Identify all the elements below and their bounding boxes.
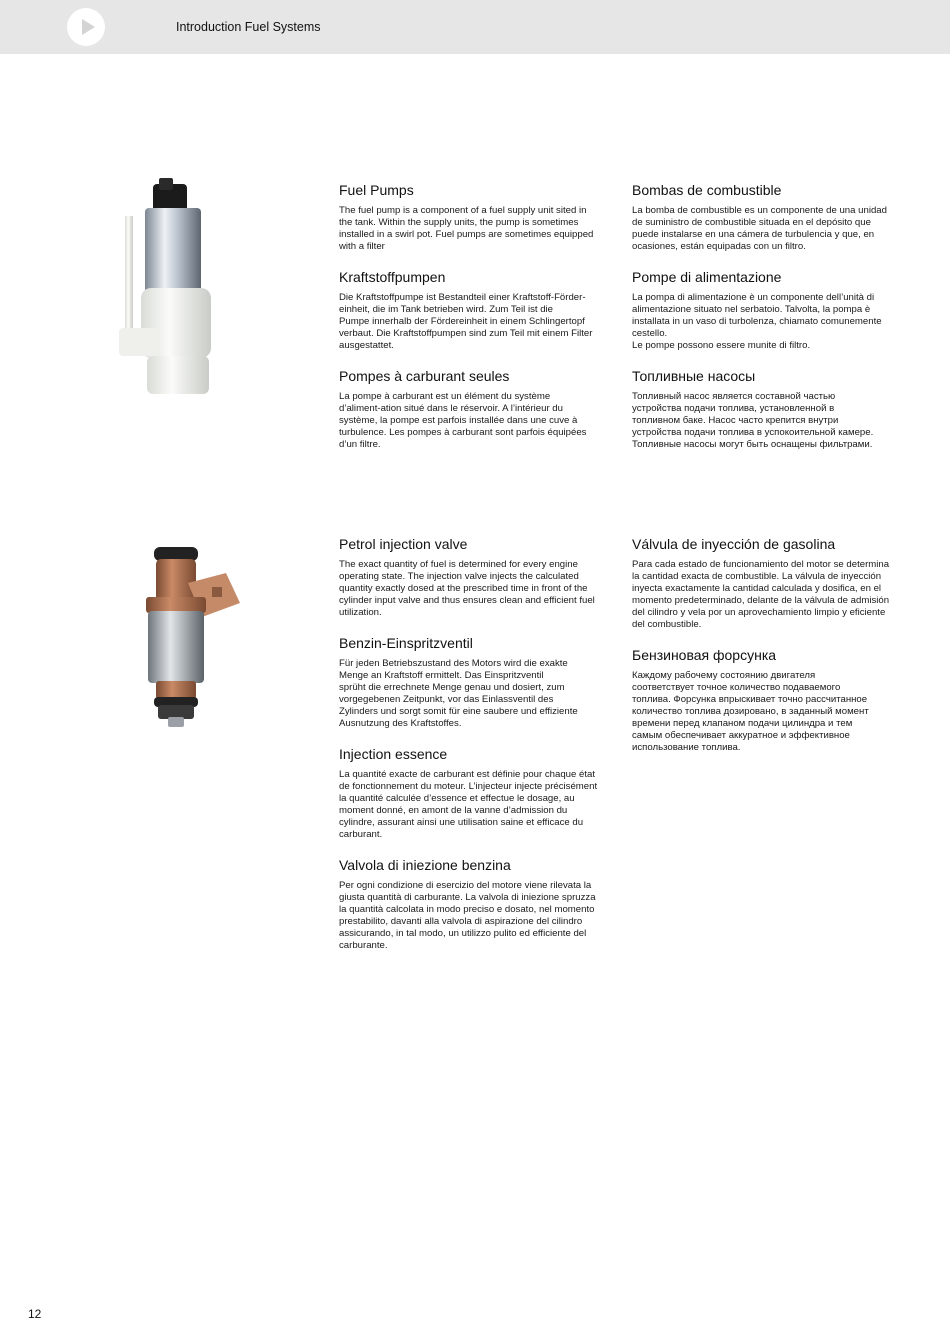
section-text: La pompe à carburant est un élément du système d’aliment-ation situé dans le réservoir. A l’intérieur du système, la pompe est parfois installée dans une cuve à turbulence. Les pompes à carburant sont parfois équipées d’un filtre.	[339, 391, 587, 450]
section-fuel-pumps-fr	[339, 368, 611, 451]
section-title: Bombas de combustible	[632, 182, 782, 198]
section-text: The fuel pump is a component of a fuel supply unit sited in the tank. Within the supply units, the pump is sometimes installed in a swirl pot. Fuel pumps are sometimes equipped with a filter	[339, 205, 594, 252]
section-title: Válvula de inyección de gasolina	[632, 536, 836, 552]
section-fuel-pumps-de	[339, 269, 611, 352]
section-title: Pompes à carburant seules	[339, 368, 510, 384]
section-injection-de	[339, 635, 611, 730]
fuel-pumps-left-column	[339, 182, 611, 467]
section-title: Petrol injection valve	[339, 536, 468, 552]
section-title: Benzin-Einspritzventil	[339, 635, 473, 651]
section-fuel-pumps-ru	[632, 368, 904, 451]
section-text: La quantité exacte de carburant est définie pour chaque état de fonctionnement du moteur. L’injecteur injecte précisément la quantité calculée d’essence et effectue le dosage, au moment donné, en amont de la vanne d’admission du cylindre, assurant ainsi une utilisation saine et efficace du carburant.	[339, 769, 598, 840]
section-title: Pompe di alimentazione	[632, 269, 782, 285]
section-injection-es	[632, 536, 904, 631]
section-injection-fr	[339, 746, 611, 841]
section-title: Valvola di iniezione benzina	[339, 857, 511, 873]
section-title: Fuel Pumps	[339, 182, 414, 198]
page-header	[0, 0, 950, 54]
section-fuel-pumps-en	[339, 182, 611, 253]
section-text: Für jeden Betriebszustand des Motors wird die exakte Menge an Kraftstoff ermittelt. Das Einspritzventil sprüht die errechnete Menge genau und dosiert, zum vorgegebenen Zeitpunkt, vor das Einlassventil des Zylinders und sorgt somit für eine saubere und effiziente Ausnutzung des Kraftstoffes.	[339, 658, 578, 729]
section-text: La bomba de combustible es un componente de una unidad de suministro de combustible situada en el depósito que puede instalarse en una cámera de turbulencia y que, en ocasiones, están equipadas con un filtro.	[632, 205, 887, 252]
fuel-pumps-right-column	[632, 182, 904, 467]
section-injection-ru	[632, 647, 904, 754]
section-title: Kraftstoffpumpen	[339, 269, 446, 285]
page-number: 12	[28, 1307, 42, 1321]
section-text: Die Kraftstoffpumpe ist Bestandteil einer Kraftstoff-Förder- einheit, die im Tank betrieben wird. Zum Teil ist die Pumpe innerhalb der Fördereinheit in einem Schlingertopf verbaut. Die Kraftstoffpumpen sind zum Teil mit einem Filter ausgestattet.	[339, 292, 593, 351]
injection-valve-left-column	[339, 536, 611, 968]
section-text: Топливный насос является составной частью устройства подачи топлива, установленной в топливном баке. Насос часто крепится внутри устройства подачи топлива в успокоительной камере. Топливные насосы могут быть оснащены фильтрами.	[632, 391, 874, 450]
section-injection-it	[339, 857, 611, 952]
section-text: Para cada estado de funcionamiento del motor se determina la cantidad exacta de combustible. La válvula de inyección inyecta exactamente la cantidad calculada y dosifica, en el momento predeterminado, delante de la válvula de admisión del cilindro y vela por un aprovechamiento limpio y eficiente del combustible.	[632, 559, 890, 630]
section-title: Бензиновая форсунка	[632, 647, 777, 663]
section-injection-en	[339, 536, 611, 619]
section-fuel-pumps-it	[632, 269, 904, 352]
section-title: Injection essence	[339, 746, 448, 762]
play-icon	[67, 8, 105, 46]
fuel-pump-image	[115, 178, 225, 398]
injection-valve-image	[138, 545, 248, 750]
section-text: La pompa di alimentazione è un componente dell’unità di alimentazione situato nel serbatoio. Talvolta, la pompa è installata in un vaso di turbolenza, chiamato comunemente cestello. Le pompe possono essere munite di filtro.	[632, 292, 882, 351]
section-fuel-pumps-es	[632, 182, 904, 253]
section-text: The exact quantity of fuel is determined for every engine operating state. The injection valve injects the calculated quantity exactly dosed at the prescribed time in front of the cylinder input valve and thus ensures clean and efficient fuel utilization.	[339, 559, 595, 618]
section-text: Per ogni condizione di esercizio del motore viene rilevata la giusta quantità di carburante. La valvola di iniezione spruzza la quantità calcolata in modo preciso e dosato, nel momento prestabilito, davanti alla valvola di aspirazione del cilindro assicurando, in tal modo, un utilizzo pulito ed efficiente del carburante.	[339, 880, 596, 951]
injection-valve-right-column	[632, 536, 904, 770]
header-title: Introduction Fuel Systems	[176, 20, 321, 34]
section-text: Каждому рабочему состоянию двигателя соответствует точное количество подаваемого топлива. Форсунка впрыскивает точно рассчитанное количество топлива дозировано, в заданный момент времени перед клапаном подачи цилиндра и тем самым обеспечивает аккуратное и эффективное использование топлива.	[632, 670, 869, 753]
section-title: Топливные насосы	[632, 368, 756, 384]
